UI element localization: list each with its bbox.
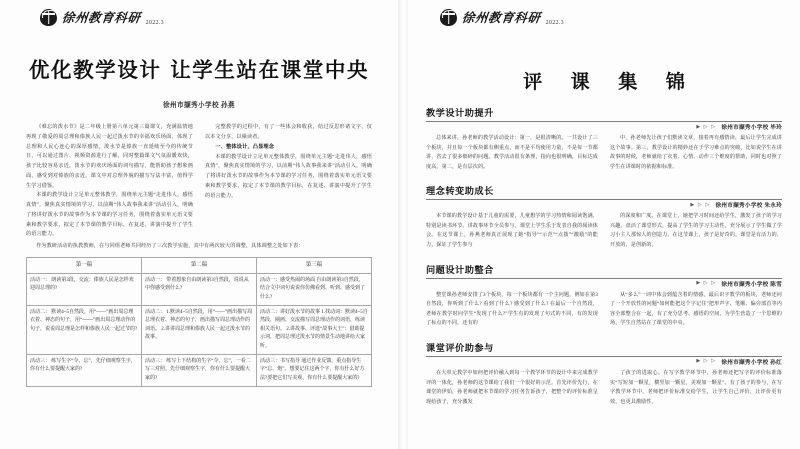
article-title: 优化教学设计 让学生站在课堂中央 xyxy=(28,58,370,82)
paragraph: 本节课的教学设计基于儿童的需要，儿童想学的学习热情和阅读饱满，特别是读书环节、讲故事环节全员参与，课堂上学生乐于发表自我的阅读体会。在这节课上，孙燕老师真正展现了她“指导”“示范”“点拨”“激励”的能力，保证了学生参与 xyxy=(426,213,598,249)
section-columns xyxy=(426,134,782,172)
section-byline: 徐州市撷秀小学校 孙红 xyxy=(721,359,782,366)
section-heading: 问题设计助整合 xyxy=(426,264,494,276)
section-col1-text xyxy=(426,291,598,329)
section-rule xyxy=(426,278,782,288)
section-column-2 xyxy=(610,291,782,329)
left-column-2 xyxy=(205,123,372,240)
paragraph: 本课的教学设计立足单元整体教学，围绕单元主题“走进伟人，感悟真情”，聚焦真实情境的学习，以前期“伟人故事我来讲”活动引入，明确了将讲好泼水节的故事作为本节课的学习任务，围绕着落实单元语文要素和教学要求，拟定了本节课的教学目标，在复述、讲演中提升了学生的语言能力。 xyxy=(205,153,372,199)
table-cell: 活动三： 练写生字“令、忘”，先仔细观察生字，你有什么要提醒大家的? xyxy=(27,355,142,387)
section-column-1 xyxy=(426,291,598,329)
journal-emblem-icon xyxy=(40,9,57,26)
table-cell: 活动三：书写指导 通过作业反馈，重点指导生字“忘、炮”。想要记住这两个字，你有什么好方法?要把它们写美观，你有什么要提醒大家的? xyxy=(257,355,372,387)
section-byline: 徐州市撷秀小学校 毕玲 xyxy=(721,125,782,131)
section-column-1 xyxy=(426,369,598,407)
emblem-wings-icon xyxy=(42,10,58,18)
masthead-issue: 2022.3 xyxy=(545,20,564,26)
section-wenti-sheji xyxy=(426,262,782,329)
section-heading: 课堂评价助参与 xyxy=(426,342,494,354)
section-column-2 xyxy=(610,212,782,250)
masthead-left xyxy=(26,0,372,29)
table-header-cell: 第一稿 xyxy=(27,257,142,273)
table-cell: 活动一： 朗读第3段，交流：傣族人民是怎样欢迎周总理的? xyxy=(27,274,142,306)
section-byline: 徐州市撷秀小学校 朱永玲 xyxy=(715,203,782,210)
table-cell: 活动三： 练写上下结构的生字“令、忘”，一看二写三对照。先仔细观察生字，你有什么要提醒大家的? xyxy=(142,355,257,387)
paragraph: 《难忘的泼水节》是二年级上册第六单元第三篇课文，充满温情地再现了敬爱的周总理和傣族人民一起过泼水节的幸福欢乐场面，体现了总理和人民心连心的深厚感情。泼水节是傣族一直延续至今的传统节日，可以通过图片、视频资源进行了解，同时整篇课文气氛温暖欢快，孩子比较容易亲近。泼水节的欢庆场面的词句描写，能帮助孩子想象画面，感受到对傣族的亲近。课文中对总理外貌的描写写法丰富，值得学生学习借鉴。 xyxy=(26,124,193,189)
lesson-plan-table xyxy=(26,257,372,387)
section-column-2 xyxy=(610,369,782,407)
section-col1-text xyxy=(426,134,598,172)
paragraph: 完整教学的过程中，有了一些体会和收获，给过反思形诸文字，仅以本文分享，以飨读者。 xyxy=(205,124,372,140)
arrow-markers-icon: ▶ ▷ ▷ xyxy=(690,202,711,208)
section-col2-text xyxy=(610,369,782,407)
section-column-1 xyxy=(426,212,598,250)
section-heading: 理念转变助成长 xyxy=(426,186,494,198)
table-row xyxy=(27,274,372,306)
masthead-right xyxy=(426,0,782,29)
table-header-cell: 第二稿 xyxy=(142,257,257,273)
paragraph: 从“多么”一词中体会到蕴含着的情感。最后识字教学的板块，老师还问了一个开放性的问题“如何能把这个字记住”把形声字、笔顺、偏旁部首等内容全部整合在一起，有了充分思考、感悟的空间，为学生营造了一个思维的场，学生自然站在了课堂的中央。 xyxy=(610,291,782,327)
table-row xyxy=(27,355,372,387)
left-column-1 xyxy=(26,123,193,240)
emblem-wings-icon xyxy=(442,10,458,18)
table-intro-text xyxy=(26,242,372,252)
journal-emblem-icon xyxy=(440,9,457,26)
arrow-markers-icon: ▶ ▷ ▷ xyxy=(696,124,717,130)
section-rule xyxy=(426,199,782,209)
section-column-2 xyxy=(610,134,782,172)
table-cell: 活动一： 带着想象自由朗读第3自然段，说说从中你感受到什么? xyxy=(142,274,257,306)
section-columns xyxy=(426,212,782,250)
paragraph: 本课的教学设计立足单元整体教学，围绕单元主题“走进伟人，感悟真情”，聚焦真实情境的学习，以前期“伟人故事我来讲”活动引入，明确了将讲好泼水节的故事作为本节课的学习任务，围绕着落实单元语文要素和教学要求，拟定了本节课的教学目标，在复述、讲演中提升了学生的语言能力。 xyxy=(26,192,193,238)
masthead-title: 徐州教育科研 xyxy=(461,10,542,25)
paragraph: 中，孙老师先让孩子们默读文章，接着再有感情读，最后让学生完成讲这个故事。第三，教学设计的精妙还在于学习难点的突破，比如说学生在讲故事的时候，老师就给了衣着、心情、动作三个维度的帮助，同时也对照了学生在讲课时的依据和标准。 xyxy=(610,135,782,170)
page-title: 评 课 集 锦 xyxy=(523,71,696,93)
section-ketang-pingjia xyxy=(426,340,782,407)
left-article-columns xyxy=(26,123,372,240)
masthead-title: 徐州教育科研 xyxy=(61,10,142,25)
paragraph: 总体来讲，孙老师的教学活动设计：第一，是很清晰的。一共设计了三个板块，并且每一个板块都有侧重点，而不是平均使用力量，不是每一节都讲，省去了很多细碎的问题。教学活动很有条理，指向也很明确，目标达成度高。第二，是有层次的。 xyxy=(426,135,598,170)
section-col2-text xyxy=(610,212,782,250)
section-column-1 xyxy=(426,134,598,172)
left-col1-text xyxy=(26,123,193,240)
section-columns xyxy=(426,291,782,329)
section-rule xyxy=(426,121,782,131)
paragraph: 在大单元教学中如何把评价融入到每一个教学环节的设计中来完成教学评的一体化，孙老师的这节课给了我们一个很好的示范。首先评价先行，在课堂的伊始，孙老师就把本节课的学习任务告诉孩子，把整个的评价标准呈现给孩子，充分激发 xyxy=(426,369,598,405)
table-cell: 活动二：讲好泼水节的故事 1.找动词：默读4~5自然段，圈画、交流描写周总理动作的词语，练读相关语句。 2.讲故事、评选“故事大王”：借助提示词，把周总理过泼水节的情景生动地讲给大家听。 xyxy=(257,306,372,355)
section-col2-text xyxy=(610,291,782,329)
left-col2-text xyxy=(205,123,372,201)
arrow-markers-icon: ▶ ▷ ▷ xyxy=(696,359,717,365)
section-subheading: 一、整体设计，凸显理念 xyxy=(215,143,275,150)
table-row xyxy=(27,306,372,355)
page-gutter xyxy=(398,0,408,449)
section-heading: 教学设计助提升 xyxy=(426,108,494,119)
section-columns xyxy=(426,369,782,407)
section-rule xyxy=(426,356,782,366)
table-header-row xyxy=(27,257,372,273)
section-linian-zhuanbian xyxy=(426,183,782,250)
table-cell: 活动二： 1.默读4~5自然段，用“——”画出描写周总理衣着、神态的句子，画出描写周总理动作的词语。 2.讲讲周总理和傣族人民一起过泼水节的故事。 xyxy=(142,306,257,355)
paragraph: 了孩子的进取心。在写字教学环节中，孙老师还把写字的评价标准落实“写短加一颗星，横竖加一颗星，美观加一颗星”。有了孩子的参与，在写字教学环节中，老师把评价标准交给学生，让学生自己评价，让评价更有效，也更具激励性。 xyxy=(610,369,782,405)
paragraph: 作为教研活动的执教教师，在与同组老师共同经历了三次教学实施，其中有两次较大的调整，具体调整之处如下表： xyxy=(36,243,304,250)
section-byline: 徐州市撷秀小学校 陈雪 xyxy=(721,281,782,288)
arrow-markers-icon: ▶ ▷ ▷ xyxy=(696,281,717,287)
table-header-cell: 第三稿 xyxy=(257,257,372,273)
section-col1-text xyxy=(426,212,598,250)
section-col1-text xyxy=(426,369,598,407)
section-jiaoxue-sheji xyxy=(426,105,782,172)
masthead-issue: 2022.3 xyxy=(145,20,164,26)
table-cell: 活动二： 默读4~5自然段，用“——”画出周总理衣着、神态的句子，用“~~~~”画出周总理动作的句子，说说周总理是怎样和傣族人民一起过节的? xyxy=(27,306,142,355)
section-col2-text xyxy=(610,134,782,172)
table-cell: 活动一：感受热闹的场面 自由朗读第3自然段，结合文中词句说说你仿佛看到、听到、感受到了什么? xyxy=(257,274,372,306)
right-page xyxy=(408,0,800,449)
paragraph: 的深度和广度。在课堂上，她把学习时间还给学生，激发了孩子的学习兴趣，盘活了课堂形式，提高了学生的学习主动性，充分展示了学生做了学习小主人那惊人的创造力。在这节课上，孩子是好奇的，课堂是有活力的、开放的、是创新的。 xyxy=(610,213,782,249)
paragraph: 整堂课孙老师安排了3个板块，每一个板块都有一个主问题。例如在第3自然段，你听到了什么? 看到了什么? 感受到了什么? 在最后一个自然段，老师在教学时问学生“发现了什么?”学生有的发现了句式的不同，有的发现了标点的不同，还有的 xyxy=(426,291,598,327)
article-byline: 徐州市撷秀小学校 孙燕 xyxy=(163,102,235,109)
left-page xyxy=(0,0,398,449)
